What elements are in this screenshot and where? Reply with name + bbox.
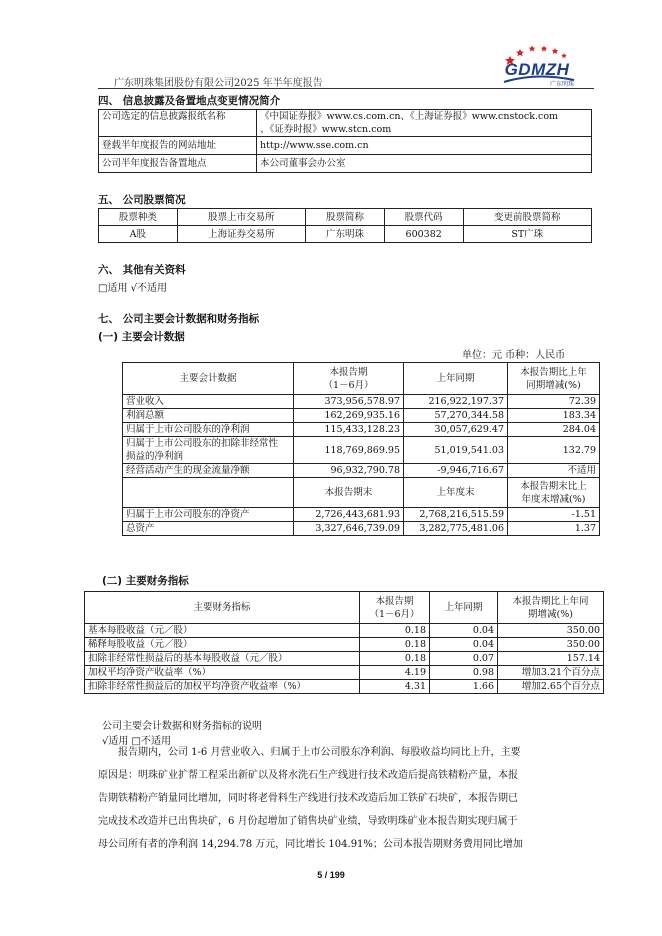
table-cell: 284.04 (508, 423, 600, 437)
table-cell: 扣除非经常性损益后的基本每股收益（元／股） (85, 652, 360, 666)
cell-line: 、《证券时报》www.stcn.com (260, 124, 392, 135)
table-cell: 57,270,344.58 (404, 409, 508, 423)
table-cell: 经营活动产生的现金流量净额 (123, 464, 294, 478)
explanation-line-2: 原因是：明珠矿业扩帮工程采出新矿以及将水洗石生产线进行技术改造后提高铁精粉产量，本报 (98, 770, 518, 781)
stock-table (98, 208, 592, 243)
report-header-title: 广东明珠集团股份有限公司2025 年半年度报告 (114, 78, 323, 89)
table-cell: 216,922,197.37 (404, 395, 508, 409)
table-cell: 归属于上市公司股东的净利润 (123, 423, 294, 437)
table-cell: 3,282,775,481.06 (404, 522, 508, 536)
table-cell: 登载半年度报告的网站地址 (99, 137, 257, 155)
table-header-cell: 股票种类 (99, 209, 178, 226)
cell-line: 归属于上市公司股东的扣除非经常性 (126, 438, 279, 449)
table-cell: 本公司董事会办公室 (257, 155, 592, 173)
table-cell: 4.31 (360, 680, 430, 694)
financial-indicators-table (84, 591, 604, 694)
table-header-cell (508, 478, 600, 508)
table-cell: 1.37 (508, 522, 600, 536)
table-cell: 183.34 (508, 409, 600, 423)
explanation-title: 公司主要会计数据和财务指标的说明 (102, 721, 262, 732)
header-line: 同期增减(%) (526, 379, 581, 391)
table-cell: 基本每股收益（元／股） (85, 624, 360, 638)
table-header-cell: 本报告期末 (294, 478, 404, 508)
header-line: 本报告期 (329, 366, 368, 378)
header-divider (98, 88, 594, 89)
table-cell: 0.98 (430, 666, 498, 680)
table-row (85, 624, 604, 638)
table-cell: 0.18 (360, 638, 430, 652)
table-cell: 营业收入 (123, 395, 294, 409)
section5-title: 五、 公司股票简况 (98, 194, 186, 206)
disclosure-table (98, 109, 592, 173)
table-cell: 2,726,443,681.93 (294, 508, 404, 522)
table-header-cell (498, 592, 604, 624)
table-cell: 利润总额 (123, 409, 294, 423)
section7-sub1: (一) 主要会计数据 (98, 331, 185, 343)
page-number: 5 / 199 (317, 870, 345, 880)
explanation-line-5: 母公司所有者的净利润 14,294.78 万元，同比增长 104.91%；公司本报告期财务费用同比增加 (98, 839, 523, 850)
header-line: （1－6月） (323, 379, 374, 391)
table-cell: 3,327,646,739.09 (294, 522, 404, 536)
table-cell: 51,019,541.03 (404, 437, 508, 464)
table-cell: A股 (99, 226, 178, 243)
header-line: 年度末增减(%) (521, 493, 586, 505)
table-row (123, 464, 600, 478)
table-cell: 96,932,790.78 (294, 464, 404, 478)
table-cell: 1.66 (430, 680, 498, 694)
table-cell: 稀释每股收益（元／股） (85, 638, 360, 652)
table-cell: ST广珠 (463, 226, 592, 243)
table-cell: 30,057,629.47 (404, 423, 508, 437)
table-header-cell: 主要财务指标 (85, 592, 360, 624)
table-cell (257, 110, 592, 137)
table-row (85, 638, 604, 652)
table-cell: 4.19 (360, 666, 430, 680)
table-cell: 600382 (384, 226, 463, 243)
section6-title: 六、 其他有关资料 (98, 264, 186, 276)
table-row (85, 652, 604, 666)
header-line: 期增减(%) (528, 608, 573, 620)
table-cell: 加权平均净资产收益率（%） (85, 666, 360, 680)
table-row (123, 423, 600, 437)
table-row (85, 666, 604, 680)
table-cell: 增加3.21个百分点 (498, 666, 604, 680)
table-cell: 公司选定的信息披露报纸名称 (99, 110, 257, 137)
table-cell: 广东明珠 (306, 226, 385, 243)
table-cell: 扣除非经常性损益后的加权平均净资产收益率（%） (85, 680, 360, 694)
accounting-data-table (122, 362, 600, 536)
unit-label: 单位：元 币种：人民币 (462, 350, 566, 361)
table-header-cell (294, 363, 404, 395)
table-cell: 373,956,578.97 (294, 395, 404, 409)
table-cell: 0.18 (360, 652, 430, 666)
table-cell: 132.79 (508, 437, 600, 464)
explanation-option: √适用 □不适用 (102, 736, 171, 747)
table-cell: http://www.sse.com.cn (257, 137, 592, 155)
table-header-cell: 变更前股票简称 (463, 209, 592, 226)
table-cell: 0.18 (360, 624, 430, 638)
header-line: 本报告期 (375, 595, 414, 607)
table-row (123, 522, 600, 536)
table-cell: -1.51 (508, 508, 600, 522)
table-row (99, 209, 592, 226)
table-cell: 0.04 (430, 624, 498, 638)
table-header-cell: 上年同期 (430, 592, 498, 624)
table-cell: 157.14 (498, 652, 604, 666)
table-cell: 归属于上市公司股东的净资产 (123, 508, 294, 522)
section4-title: 四、 信息披露及备置地点变更情况简介 (98, 95, 281, 107)
header-line: 本报告期末比上 (520, 480, 587, 492)
table-row (123, 395, 600, 409)
cell-line: 《中国证券报》www.cs.com.cn、《上海证券报》www.cnstock.com (260, 111, 559, 122)
table-row (123, 508, 600, 522)
table-cell: 上海证券交易所 (177, 226, 305, 243)
table-row (123, 363, 600, 395)
table-row (99, 137, 592, 155)
table-cell: 350.00 (498, 638, 604, 652)
table-row (123, 409, 600, 423)
header-line: 本报告期比上年 (520, 366, 587, 378)
table-cell: 350.00 (498, 624, 604, 638)
table-cell (123, 437, 294, 464)
table-row (123, 478, 600, 508)
section7-sub2: (二) 主要财务指标 (102, 575, 189, 587)
explanation-line-3: 告期铁精粉产销量同比增加，同时将老骨料生产线进行技术改造后加工铁矿石块矿，本报告期已 (98, 793, 518, 804)
table-cell: 公司半年度报告备置地点 (99, 155, 257, 173)
explanation-line-1: 报告期内，公司 1-6 月营业收入、归属于上市公司股东净利润、每股收益均同比上升，主要 (118, 747, 521, 758)
table-row (99, 110, 592, 137)
logo-subtext: 广东明珠 (549, 81, 574, 88)
company-logo (496, 44, 578, 88)
table-header-cell: 股票代码 (384, 209, 463, 226)
logo-text: GDMZH (504, 60, 570, 79)
table-cell: 118,769,869.95 (294, 437, 404, 464)
table-header-cell: 股票上市交易所 (177, 209, 305, 226)
table-cell: 162,269,935.16 (294, 409, 404, 423)
section7-title: 七、 公司主要会计数据和财务指标 (98, 313, 260, 325)
cell-line: 损益的净利润 (126, 451, 184, 462)
table-header-cell (508, 363, 600, 395)
table-row (123, 437, 600, 464)
table-cell: 总资产 (123, 522, 294, 536)
header-line: 本报告期比上年同 (512, 595, 589, 607)
table-header-cell: 股票简称 (306, 209, 385, 226)
section6-option: □适用 √不适用 (98, 283, 167, 294)
table-cell: -9,946,716.67 (404, 464, 508, 478)
header-line: （1－6月） (369, 608, 420, 620)
table-cell (123, 478, 294, 508)
table-cell: 72.39 (508, 395, 600, 409)
table-cell: 2,768,216,515.59 (404, 508, 508, 522)
table-row (99, 226, 592, 243)
table-cell: 不适用 (508, 464, 600, 478)
table-row (99, 155, 592, 173)
table-header-cell: 上年度末 (404, 478, 508, 508)
table-cell: 115,433,128.23 (294, 423, 404, 437)
table-cell: 0.04 (430, 638, 498, 652)
table-header-cell: 上年同期 (404, 363, 508, 395)
table-row (85, 592, 604, 624)
table-cell: 增加2.65个百分点 (498, 680, 604, 694)
table-cell: 0.07 (430, 652, 498, 666)
explanation-line-4: 完成技术改造并已出售块矿，6 月份起增加了销售块矿业绩，导致明珠矿业本报告期实现归属于 (98, 816, 518, 827)
table-header-cell (360, 592, 430, 624)
table-header-cell: 主要会计数据 (123, 363, 294, 395)
table-row (85, 680, 604, 694)
